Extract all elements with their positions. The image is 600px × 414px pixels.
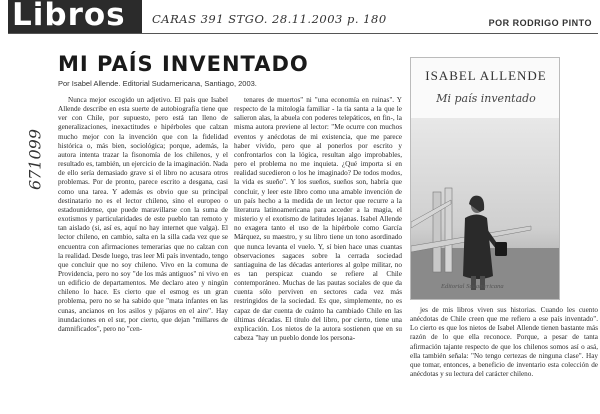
- handwritten-margin-note: 671099: [25, 128, 45, 191]
- article-column-2: tenares de muertos" ni "una economía en ruinas". Y respecto de la mitología familiar - la tía santa a la que le salieron alas, la abuela con poderes telepáticos, en fin-, la misma autora previene al lector: "Me ocurre con muchos eventos y anécdotas de mi existencia, que me parece haber vivido, pero que al ponerlos por escrito y confrontarlos con la lógica, resultan algo improbables, pero el problema no me inquieta. ¿Qué importa si en realidad sucedieron o los he imaginado? De todos modos, la vida es sueño". Y los sueños, sueños son, habría que concluir, y leer este libro como una amable invención de un país hecho a la medida de un lector que recurre a la literatura latinoamericana para acceder a la magia, el misterio y el exotismo de latitudes lejanas. Isabel Allende no exagera tanto el uso de la hipérbole como García Márquez, su maestro, y su libro tiene un tono asordinado que nunca levanta el vuelo. Y, sí bien hace unas cuantas observaciones sagaces sobre la cerrada sociedad santiaguina de las décadas anteriores al golpe militar, no es tan perspicaz cuando se refiere al Chile contemporáneo. Muchas de las pautas sociales de que da cuenta sólo perviven en sectores cada vez más restringidos de la sociedad. Es que, simplemente, no es capaz de dar cuenta de cuánto ha cambiado Chile en las últimas décadas. El título del libro, por cierto, tiene una explicación. Los nietos de la autora sostienen que en su cabeza "hay un pueblo donde los persona-: [234, 96, 402, 343]
- book-cover: [410, 57, 560, 300]
- book-cover-author: ISABEL ALLENDE: [425, 68, 547, 83]
- clipping-stamp: CARAS 391 STGO. 28.11.2003 p. 180: [152, 12, 387, 26]
- section-tag: [8, 0, 142, 34]
- column-byline: POR RODRIGO PINTO: [488, 18, 592, 28]
- article-headline: MI PAÍS INVENTADO: [58, 52, 309, 76]
- header-rule: [8, 33, 598, 34]
- masthead: [0, 0, 600, 34]
- book-cover-credit: Editorial Sudamericana: [441, 283, 504, 290]
- book-cover-photo: [411, 118, 560, 300]
- book-cover-title: Mi país inventado: [436, 92, 536, 105]
- article-column-3: jes de mis libros viven sus historias. Cuando les cuento anécdotas de Chile creen que me refiero a ese país inventado". Lo cierto es que los nietos de Isabel Allende tienen bastante más razón de lo que ella reconoce. Porque, a pesar de tanta afirmación tajante respecto de que los chilenos somos así o asá, ella también señala: "No tengo certezas de ninguna clase". Hay que tomar, entonces, a beneficio de inventario esta colección de anécdotas y su lectura del carácter chileno.: [410, 306, 598, 379]
- article-subtitle: Por Isabel Allende. Editorial Sudamericana, Santiago, 2003.: [58, 79, 257, 88]
- article-column-1: Nunca mejor escogido un adjetivo. El país que Isabel Allende describe en esta suerte de autobiografía tiene que ver con Chile, por supuesto, pero está tan lleno de generalizaciones, inexactitudes e hipérboles que calzan mucho mejor con la invención que con la fidelidad histórica o, más bien, sociológica; porque, además, la autora intenta trazar la fisonomía de los chilenos, y el resultado es, también, un ejercicio de la imaginación. Nada de ello sería demasiado grave si el libro no acusara otros problemas. Por de pronto, parece escrito a desgana, casi como una tarea. Y además es obvio que su principal destinatario no es el lector chileno, sino el europeo o estadounidense, que puede maravillarse con la suma de exotismos y particularidades de este pueblo tan remoto y tan aislado (si, así es, aquí no hay internet que valga). El lector chileno, en cambio, salta en la silla cada vez que se encuentra con afirmaciones temerarias que no calzan con la realidad. Desde luego, tras leer Mi país inventado, tengo que concluir que no soy chileno. Vivo en la comuna de Providencia, pero no soy "de los más antiguos" ni vivo en un edificio de departamentos. Me declaro ateo y ningún chileno lo hace. Es cierto que el esmog es un gran problema, pero no se ha sabido que "mata infantes en las cunas, ancianos en los asilos y pájaros en el aire". Hay inundaciones en el sur, por cierto, que dejan "millares de damnificados", pero no "cen-: [58, 96, 228, 333]
- section-title: Libros: [12, 0, 126, 33]
